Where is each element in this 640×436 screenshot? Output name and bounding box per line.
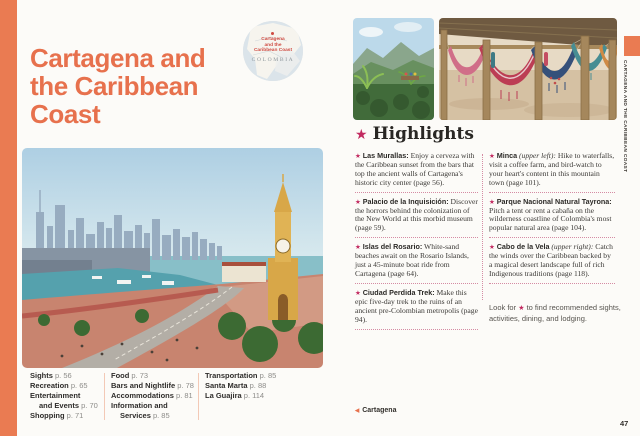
cartagena-skyline-photo (22, 148, 323, 368)
highlights-column-right (489, 152, 615, 289)
chapter-title-line1: Cartagena and (30, 43, 206, 73)
photo-caption: ◀ Cartagena (355, 407, 397, 414)
badge-text (243, 21, 303, 81)
toc-column-2 (111, 371, 197, 421)
toc-divider (104, 373, 105, 420)
badge-country-label: COLOMBIA (251, 56, 295, 63)
star-icon: ★ (518, 304, 525, 312)
minca-photo-art (353, 18, 434, 120)
star-icon: ★ (355, 288, 361, 297)
left-arrow-icon: ◀ (355, 408, 360, 414)
star-icon: ★ (489, 243, 495, 252)
star-icon: ★ (489, 197, 495, 206)
highlight-item-las-murallas: ★ Las Murallas: Enjoy a cerveza with the Caribbean sunset from the bars that top the ancient walls of Cartagena's historic city center (page 56). (355, 152, 478, 193)
hammocks-photo-art (439, 18, 617, 120)
highlight-item-minca: ★ Minca (upper left): Hike to waterfalls, visit a coffee farm, and bird-watch to your heart's content in this mountain town (page 101). (489, 152, 615, 193)
highlight-item-ciudad-perdida: ★ Ciudad Perdida Trek: Make this epic five-day trek to the ruins of an ancient pre-Colombian metropolis (page 94). (355, 289, 478, 330)
table-of-contents (30, 371, 322, 423)
toc-item-transportation: Transportation p. 85 (205, 371, 277, 380)
toc-item-bars-nightlife: Bars and Nightlife p. 78 (111, 381, 194, 390)
star-icon: ★ (489, 152, 495, 160)
badge-region-line3: Caribbean Coast (253, 48, 293, 54)
highlight-item-palacio: ★ Palacio de la Inquisición: Discover the horrors behind the colonization of the New World at this morbid museum (page 59). (355, 198, 478, 239)
page-number: 47 (620, 419, 629, 428)
toc-item-entertainment: Entertainment (30, 391, 81, 400)
cabo-de-la-vela-hammocks-photo (439, 18, 617, 120)
highlights-column-left (355, 152, 478, 335)
minca-photo (353, 18, 434, 120)
star-icon: ★ (355, 127, 368, 143)
highlights-heading-text: Highlights (372, 124, 474, 144)
toc-item-information: Information and (111, 401, 168, 410)
highlights-column-divider (482, 154, 483, 300)
highlight-item-cabo-de-la-vela: ★ Cabo de la Vela (upper right): Catch the winds over the Caribbean backed by a magical desert landscape full of rich Indigenous traditions (page 118). (489, 243, 615, 284)
toc-item-shopping: Shopping p. 71 (30, 411, 84, 420)
chapter-title-line3: Coast (30, 99, 101, 129)
toc-column-3 (205, 371, 300, 401)
highlight-item-tayrona: ★ Parque Nacional Natural Tayrona: Pitch a tent or rent a cabaña on the wilderness coastline of Colombia's most popular natural area (page 104). (489, 198, 615, 239)
badge-region-line1: Cartagena (261, 37, 285, 42)
look-for-note: Look for ★ to find recommended sights, activities, dining, and lodging. (489, 303, 621, 323)
badge-region-line2: and the (264, 42, 282, 48)
cartagena-photo-art (22, 148, 323, 368)
highlight-item-islas-del-rosario: ★ Islas del Rosario: White-sand beaches await on the Rosario Islands, just a 45-minute boat ride from Cartagena (page 64). (355, 243, 478, 284)
toc-item-recreation: Recreation p. 65 (30, 381, 88, 390)
chapter-title-line2: the Caribbean (30, 71, 199, 101)
chapter-title (30, 44, 260, 128)
chapter-edge-tab (624, 36, 640, 56)
location-map-badge (243, 21, 303, 81)
toc-item-and-events: and Events p. 70 (39, 401, 98, 410)
toc-item-la-guajira: La Guajira p. 114 (205, 391, 265, 400)
toc-item-services: Services p. 85 (120, 411, 170, 420)
toc-item-sights: Sights p. 56 (30, 371, 72, 380)
toc-item-santa-marta: Santa Marta p. 88 (205, 381, 267, 390)
star-icon: ★ (355, 243, 361, 252)
toc-item-food: Food p. 73 (111, 371, 149, 380)
toc-item-accommodations: Accommodations p. 81 (111, 391, 193, 400)
toc-column-1 (30, 371, 102, 421)
toc-divider (198, 373, 199, 420)
highlights-heading (355, 124, 474, 144)
chapter-edge-label: CARTAGENA AND THE CARIBBEAN COAST (622, 60, 627, 173)
star-icon: ★ (355, 197, 361, 206)
star-icon: ★ (355, 152, 361, 160)
left-edge-accent-bar (0, 0, 17, 436)
